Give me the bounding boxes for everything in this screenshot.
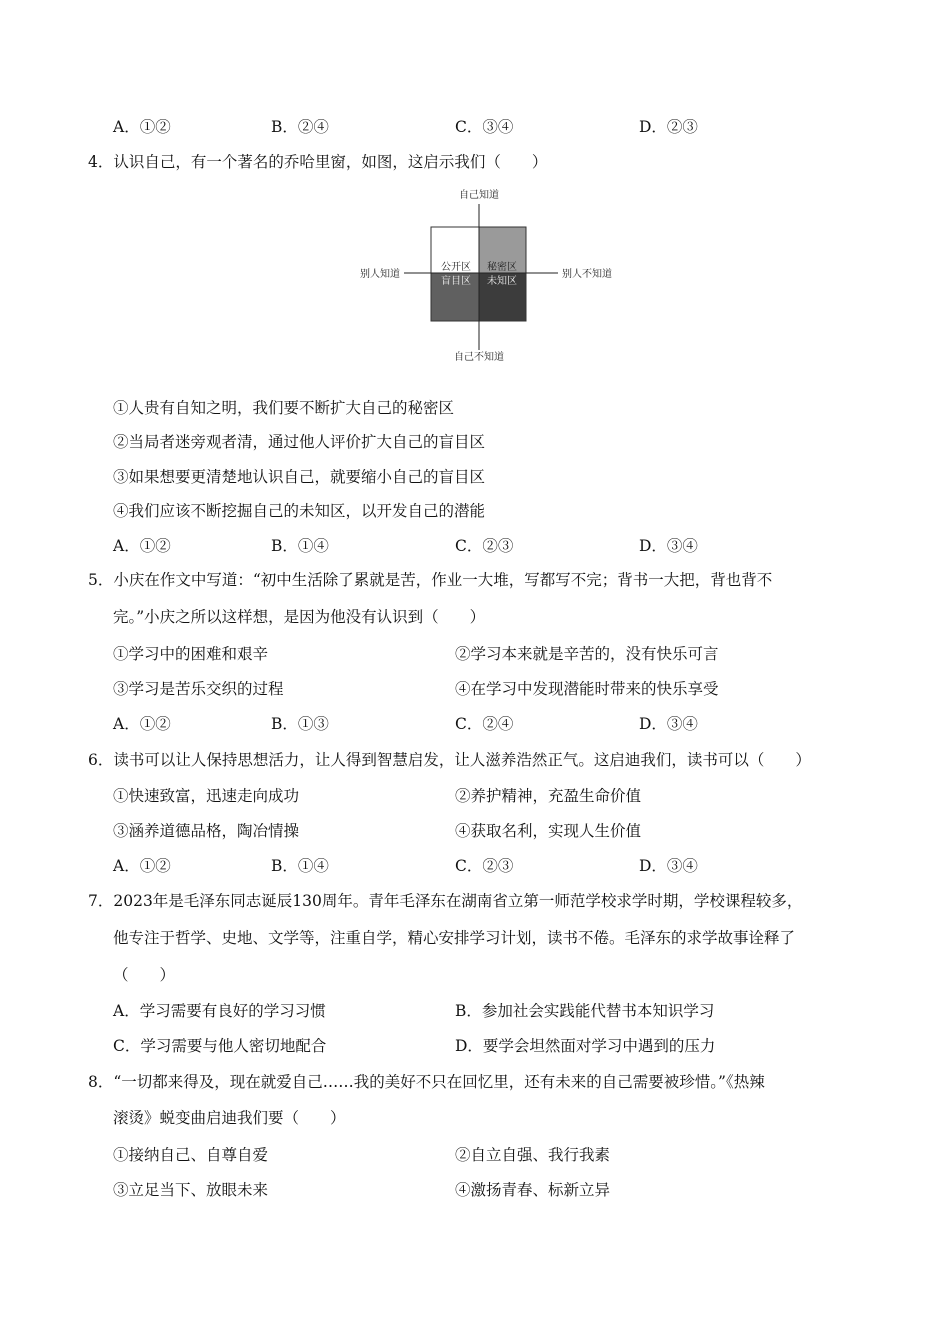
- q3-option-b: B．②④: [271, 118, 329, 136]
- q6-statement-4: ④获取名利，实现人生价值: [455, 822, 642, 840]
- quadrant-unknown-label: 未知区: [487, 276, 517, 287]
- q7-option-b: B．参加社会实践能代替书本知识学习: [455, 1002, 715, 1020]
- q6-option-a: A．①②: [113, 857, 171, 875]
- johari-window-diagram: [340, 180, 640, 370]
- q3-option-a: A．①②: [113, 118, 171, 136]
- q5-option-d: D．③④: [639, 715, 698, 733]
- q6-statement-1: ①快速致富，迅速走向成功: [113, 787, 300, 805]
- q5-statement-1: ①学习中的困难和艰辛: [113, 645, 269, 663]
- q4-statement-4: ④我们应该不断挖掘自己的未知区，以开发自己的潜能: [113, 502, 486, 520]
- q7-option-a: A．学习需要有良好的学习习惯: [113, 1002, 326, 1020]
- q7-option-d: D．要学会坦然面对学习中遇到的压力: [455, 1037, 716, 1055]
- q6-statement-3: ③涵养道德品格，陶冶情操: [113, 822, 300, 840]
- q6-option-c: C．②③: [455, 857, 514, 875]
- q4-statement-3: ③如果想要更清楚地认识自己，就要缩小自己的盲目区: [113, 468, 486, 486]
- q4-stem: 4．认识自己，有一个著名的乔哈里窗，如图，这启示我们（ ）: [88, 153, 548, 171]
- q8-statement-2: ②自立自强、我行我素: [455, 1146, 611, 1164]
- label-top: 自己知道: [459, 190, 499, 201]
- q4-option-c: C．②③: [455, 537, 514, 555]
- quadrant-open-label: 公开区: [441, 262, 471, 273]
- q6-statement-2: ②养护精神，充盈生命价值: [455, 787, 642, 805]
- q8-stem-line-1: 8．“一切都来得及，现在就爱自己……我的美好不只在回忆里，还有未来的自己需要被珍惜。”《热辣: [88, 1073, 765, 1091]
- label-right: 别人不知道: [562, 269, 612, 280]
- q8-statement-4: ④激扬青春、标新立异: [455, 1181, 611, 1199]
- q8-statement-3: ③立足当下、放眼未来: [113, 1181, 269, 1199]
- q4-statement-1: ①人贵有自知之明，我们要不断扩大自己的秘密区: [113, 399, 455, 417]
- q4-option-b: B．①④: [271, 537, 329, 555]
- q5-statement-3: ③学习是苦乐交织的过程: [113, 680, 284, 698]
- q6-stem: 6．读书可以让人保持思想活力，让人得到智慧启发，让人滋养浩然正气。这启迪我们，读书可以（ ）: [88, 751, 811, 769]
- q8-stem-line-2: 滚烫》蜕变曲启迪我们要（ ）: [113, 1109, 346, 1127]
- q7-stem-line-3: （ ）: [113, 966, 176, 984]
- q5-statement-2: ②学习本来就是辛苦的，没有快乐可言: [455, 645, 719, 663]
- q5-option-c: C．②④: [455, 715, 514, 733]
- q8-statement-1: ①接纳自己、自尊自爱: [113, 1146, 269, 1164]
- q7-stem-line-2: 他专注于哲学、史地、文学等，注重自学，精心安排学习计划，读书不倦。毛泽东的求学故事诠释了: [113, 929, 796, 947]
- label-left: 别人知道: [360, 269, 400, 280]
- q6-option-d: D．③④: [639, 857, 698, 875]
- q7-stem-line-1: 7．2023年是毛泽东同志诞辰130周年。青年毛泽东在湖南省立第一师范学校求学时期，学校课程较多，: [88, 892, 803, 910]
- q3-option-d: D．②③: [639, 118, 698, 136]
- q4-option-a: A．①②: [113, 537, 171, 555]
- q4-statement-2: ②当局者迷旁观者清，通过他人评价扩大自己的盲目区: [113, 433, 486, 451]
- quadrant-blind-label: 盲目区: [441, 276, 471, 287]
- q3-option-c: C．③④: [455, 118, 514, 136]
- q5-option-b: B．①③: [271, 715, 329, 733]
- q5-statement-4: ④在学习中发现潜能时带来的快乐享受: [455, 680, 719, 698]
- q7-option-c: C．学习需要与他人密切地配合: [113, 1037, 327, 1055]
- q6-option-b: B．①④: [271, 857, 329, 875]
- q5-stem-line-1: 5．小庆在作文中写道：“初中生活除了累就是苦，作业一大堆，写都写不完；背书一大把，背也背不: [88, 571, 773, 589]
- q4-option-d: D．③④: [639, 537, 698, 555]
- q5-stem-line-2: 完。”小庆之所以这样想，是因为他没有认识到（ ）: [113, 608, 486, 626]
- label-bottom: 自己不知道: [454, 352, 504, 363]
- q5-option-a: A．①②: [113, 715, 171, 733]
- quadrant-secret-label: 秘密区: [487, 262, 517, 273]
